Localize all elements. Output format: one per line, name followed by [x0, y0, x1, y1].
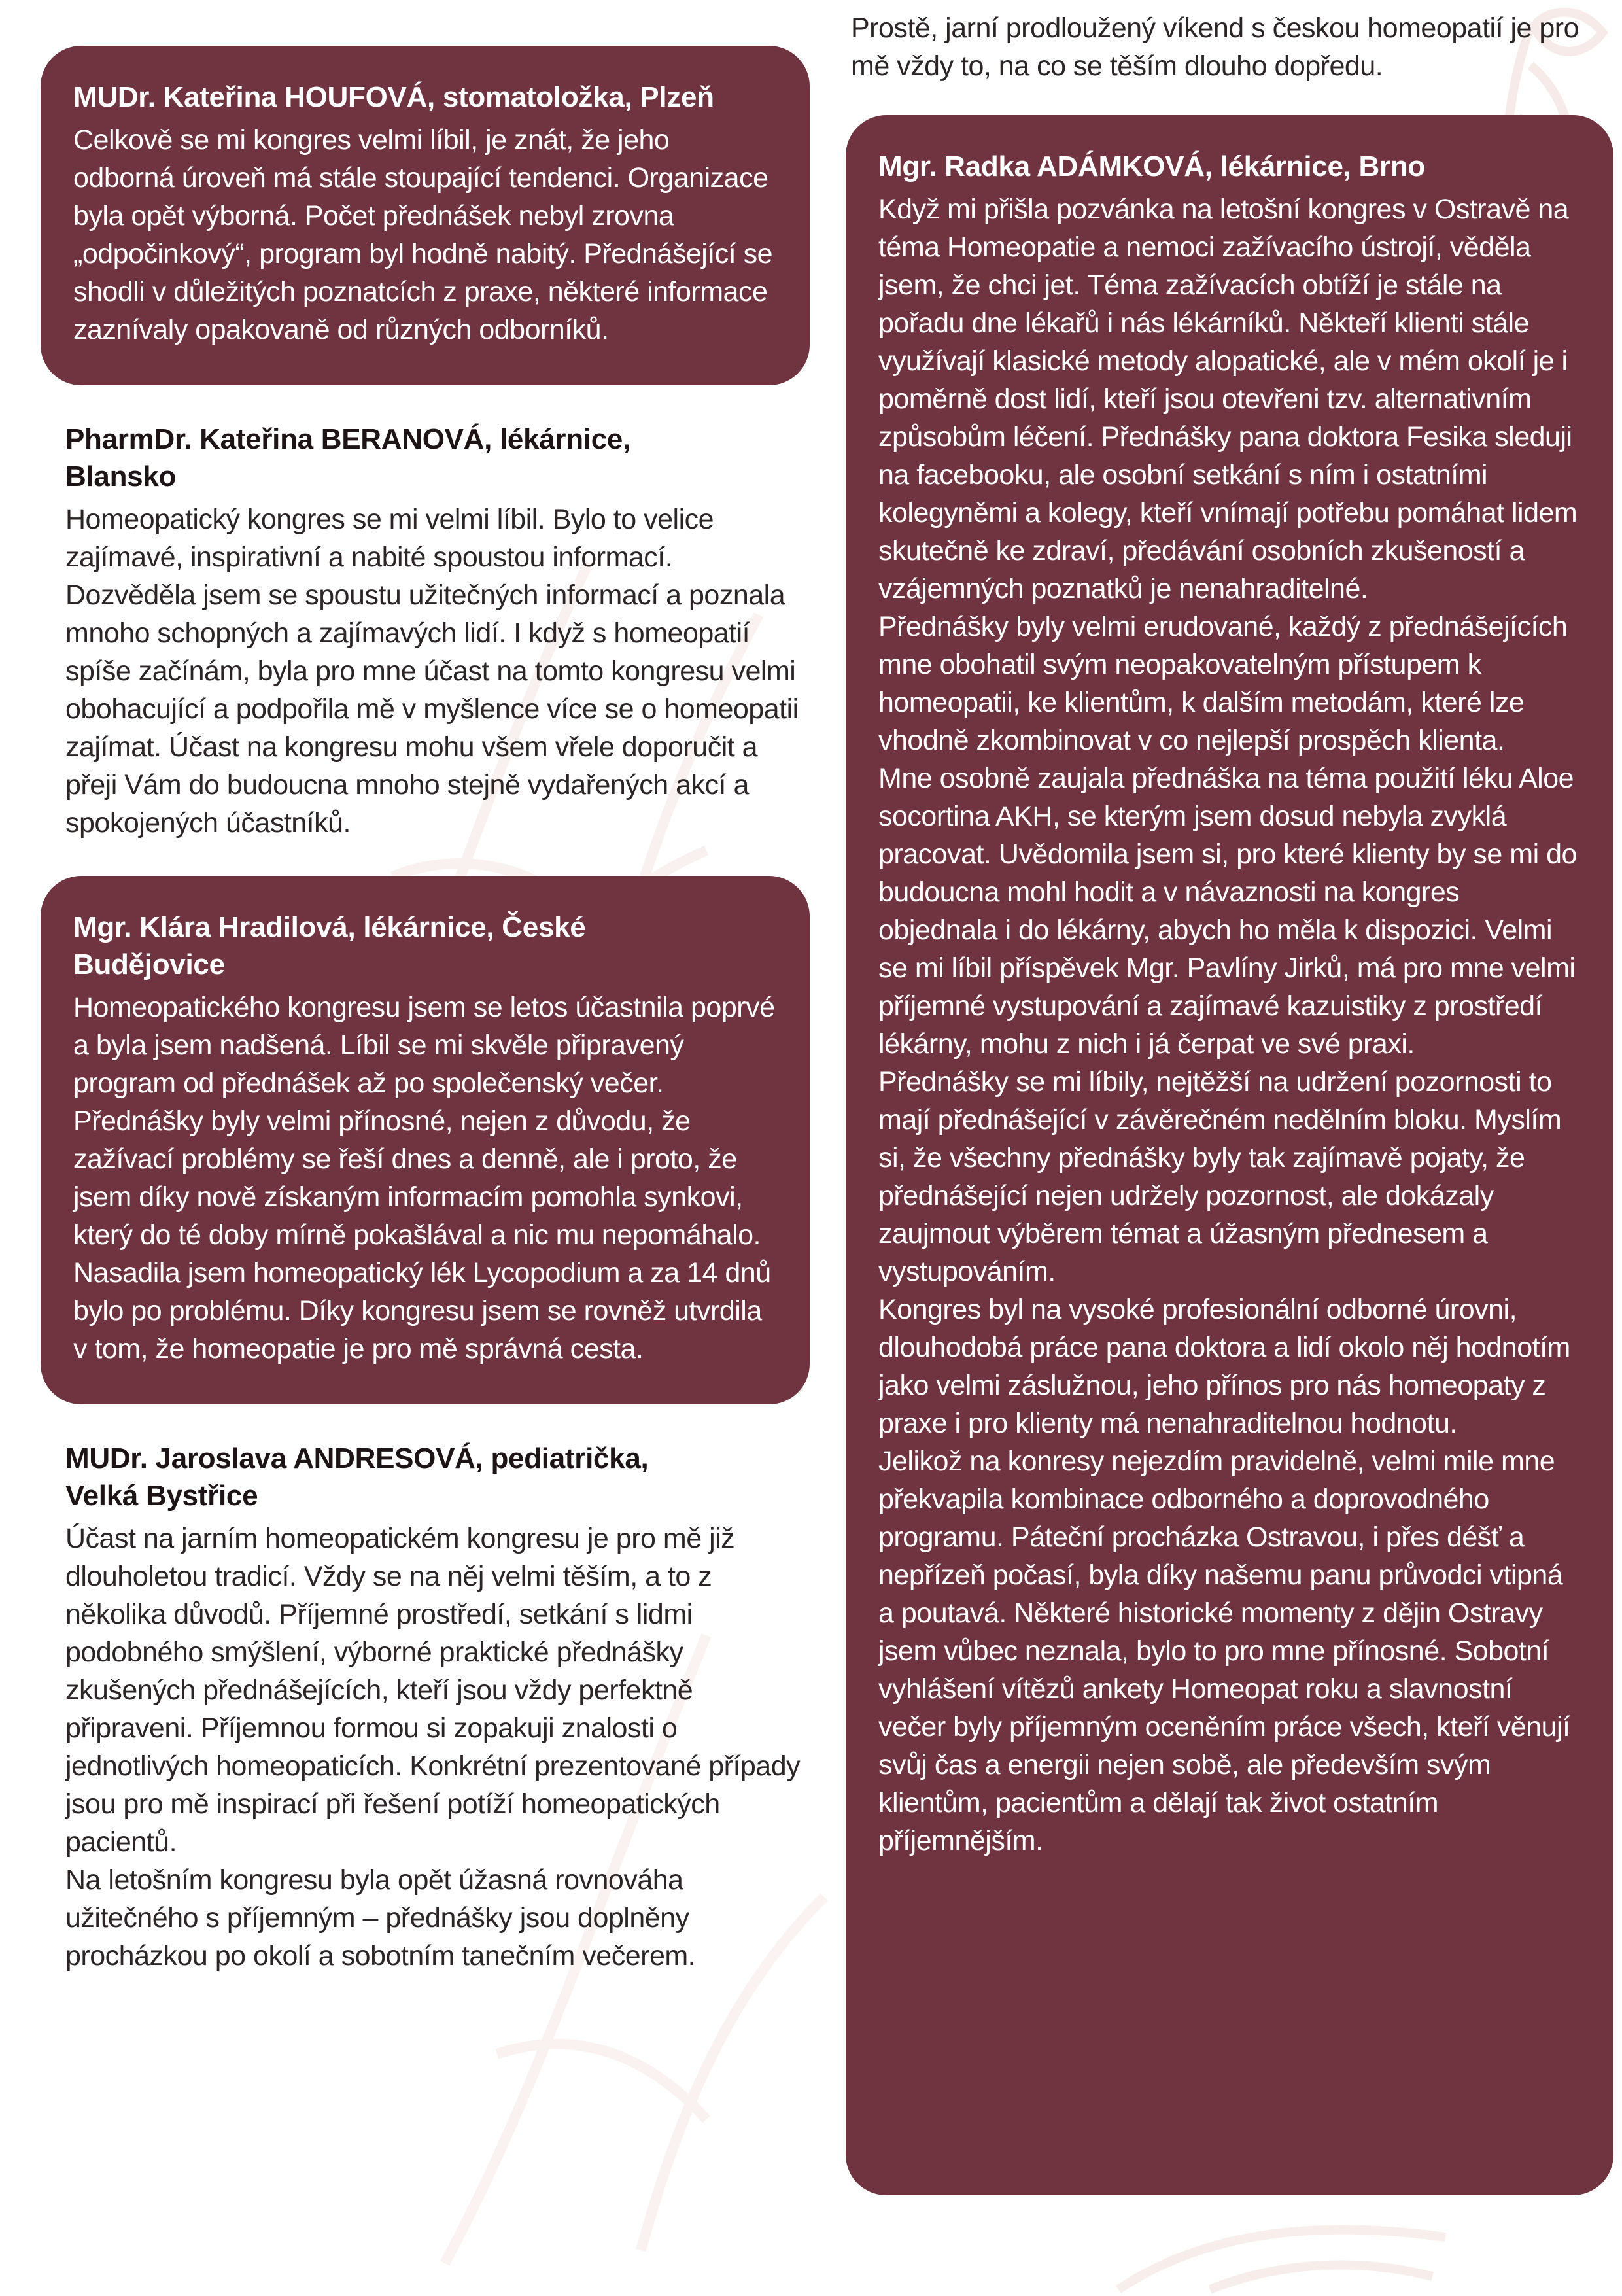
left-column [41, 46, 810, 1975]
testimonial-body [65, 500, 801, 842]
testimonial-paragraph: Jelikož na konresy nejezdím pravidelně, velmi mile mne překvapila kombinace odborného a doprovodného programu. Páteční procházka Ostravou, i přes déšť a nepřízeň počasí, byla díky našemu panu průvodci vtipná a poutavá. Některé historické momenty z dějin Ostravy jsem vůbec neznala, bylo to pro mne přínosné. Sobotní vyhlášení vítězů ankety Homeopat roku a slavnostní večer byly příjemným oceněním práce všech, kteří věnují svůj čas a energii nejen sobě, ale především svým klientům, pacientům a dělají tak život ostatním příjemnějším. [878, 1446, 1570, 1856]
testimonial-body [851, 9, 1604, 85]
testimonial-heading: MUDr. Jaroslava ANDRESOVÁ, pediatrička, Velká Bystřice [65, 1442, 649, 1512]
testimonial-body [73, 988, 776, 1368]
testimonial-paragraph: Celkově se mi kongres velmi líbil, je znát, že jeho odborná úroveň má stále stoupající tendenci. Organizace byla opět výborná. Počet přednášek nebyl zrovna „odpočinkový“, program byl hodně nabitý. Přednášející se shodli v důležitých poznatcích z praxe, některé informace zaznívaly opakovaně od různých odborníků. [73, 124, 773, 345]
testimonial-paragraph: Mne osobně zaujala přednáška na téma použití léku Aloe socortina AKH, se kterým jsem dosud nebyla zvyklá pracovat. Uvědomila jsem si, pro které klienty by se mi do budoucna mohl hodit a v návaznosti na kongres objednala i do lékárny, abych ho měla k dispozici. Velmi se mi líbil příspěvek Mgr. Pavlíny Jirků, má pro mne velmi příjemné vystupování a zajímavé kazuistiky z prostředí lékárny, mohu z nich i já čerpat ve své praxi. [878, 763, 1577, 1060]
testimonial-andresova [65, 1440, 810, 1975]
testimonial-heading: PharmDr. Kateřina BERANOVÁ, lékárnice, Blansko [65, 423, 631, 493]
testimonial-hradilova [41, 876, 810, 1404]
testimonial-houfova [41, 46, 810, 385]
testimonial-paragraph: Kongres byl na vysoké profesionální odborné úrovni, dlouhodobá práce pana doktora a lidí okolo něj hodnotím jako velmi záslužnou, jeho přínos pro nás homeopaty z praxe i pro klienty má nenahraditelnou hodnotu. [878, 1294, 1570, 1439]
testimonial-paragraph: Na letošním kongresu byla opět úžasná rovnováha užitečného s příjemným – přednášky jsou doplněny procházkou po okolí a sobotním tanečním večerem. [65, 1864, 696, 1972]
testimonial-paragraph: Prostě, jarní prodloužený víkend s českou homeopatií je pro mě vždy to, na co se těším dlouho dopředu. [851, 12, 1579, 82]
testimonial-beranova [65, 421, 810, 842]
testimonial-andresova-continuation [851, 9, 1613, 85]
testimonial-adamkova [846, 115, 1613, 2195]
testimonial-paragraph: Homeopatického kongresu jsem se letos účastnila poprvé a byla jsem nadšená. Líbil se mi skvěle připravený program od přednášek až po společenský večer. Přednášky byly velmi přínosné, nejen z důvodu, že zažívací problémy se řeší dnes a denně, ale i proto, že jsem díky nově získaným informacím pomohla synkovi, který do té doby mírně pokašlával a nic mu nepomáhalo. Nasadila jsem homeopatický lék Lycopodium a za 14 dnů bylo po problému. Díky kongresu jsem se rovněž utvrdila v tom, že homeopatie je pro mě správná cesta. [73, 992, 775, 1365]
testimonial-paragraph: Přednášky byly velmi erudované, každý z přednášejících mne obohatil svým neopakovatelným přístupem k homeopatii, ke klientům, k dalším metodám, které lze vhodně zkombinovat v co nejlepší prospěch klienta. [878, 611, 1568, 756]
testimonial-body [73, 121, 776, 349]
testimonial-paragraph: Účast na jarním homeopatickém kongresu je pro mě již dlouholetou tradicí. Vždy se na něj velmi těším, a to z několika důvodů. Příjemné prostředí, setkání s lidmi podobného smýšlení, výborné praktické přednášky zkušených přednášejících, kteří jsou vždy perfektně připraveni. Příjemnou formou si zopakuji znalosti o jednotlivých homeopaticích. Konkrétní prezentované případy jsou pro mě inspirací při řešení potíží homeopatických pacientů. [65, 1523, 801, 1858]
testimonial-paragraph: Přednášky se mi líbily, nejtěžší na udržení pozornosti to mají přednášející v závěrečném nedělním bloku. Myslím si, že všechny přednášky byly tak zajímavě pojaty, že přednášející nejen udržely pozornost, ale dokázaly zaujmout výběrem témat a úžasným přednesem a vystupováním. [878, 1066, 1562, 1287]
testimonial-heading: MUDr. Kateřina HOUFOVÁ, stomatoložka, Plzeň [73, 81, 714, 113]
testimonial-body [65, 1520, 801, 1975]
testimonial-paragraph: Homeopatický kongres se mi velmi líbil. Bylo to velice zajímavé, inspirativní a nabité spoustou informací. Dozvěděla jsem se spoustu užitečných informací a poznala mnoho schopných a zajímavých lidí. I když s homeopatií spíše začínám, byla pro mne účast na tomto kongresu velmi obohacující a podpořila mě v myšlence více se o homeopatii zajímat. Účast na kongresu mohu všem vřele doporučit a přeji Vám do budoucna mnoho stejně vydařených akcí a spokojených účastníků. [65, 504, 799, 839]
testimonial-paragraph: Když mi přišla pozvánka na letošní kongres v Ostravě na téma Homeopatie a nemoci zažívacího ústrojí, věděla jsem, že chci jet. Téma zažívacích obtíží je stále na pořadu dne lékařů i nás lékárníků. Někteří klienti stále využívají klasické metody alopatické, ale v mém okolí je i poměrně dost lidí, kteří jsou otevřeni tzv. alternativním způsobům léčení. Přednášky pana doktora Fesika sleduji na facebooku, ale osobní setkání s ním i ostatními kolegyněmi a kolegy, kteří vnímají potřebu pomáhat lidem skutečně ke zdraví, předávání osobních zkušeností a vzájemných poznatků je nenahraditelné. [878, 194, 1578, 604]
background-watermark-bottom-right [1079, 2178, 1472, 2296]
testimonial-heading: Mgr. Klára Hradilová, lékárnice, České Budějovice [73, 911, 586, 981]
right-column [846, 9, 1613, 2195]
testimonial-heading: Mgr. Radka ADÁMKOVÁ, lékárnice, Brno [878, 150, 1425, 183]
testimonial-body [878, 190, 1579, 1860]
